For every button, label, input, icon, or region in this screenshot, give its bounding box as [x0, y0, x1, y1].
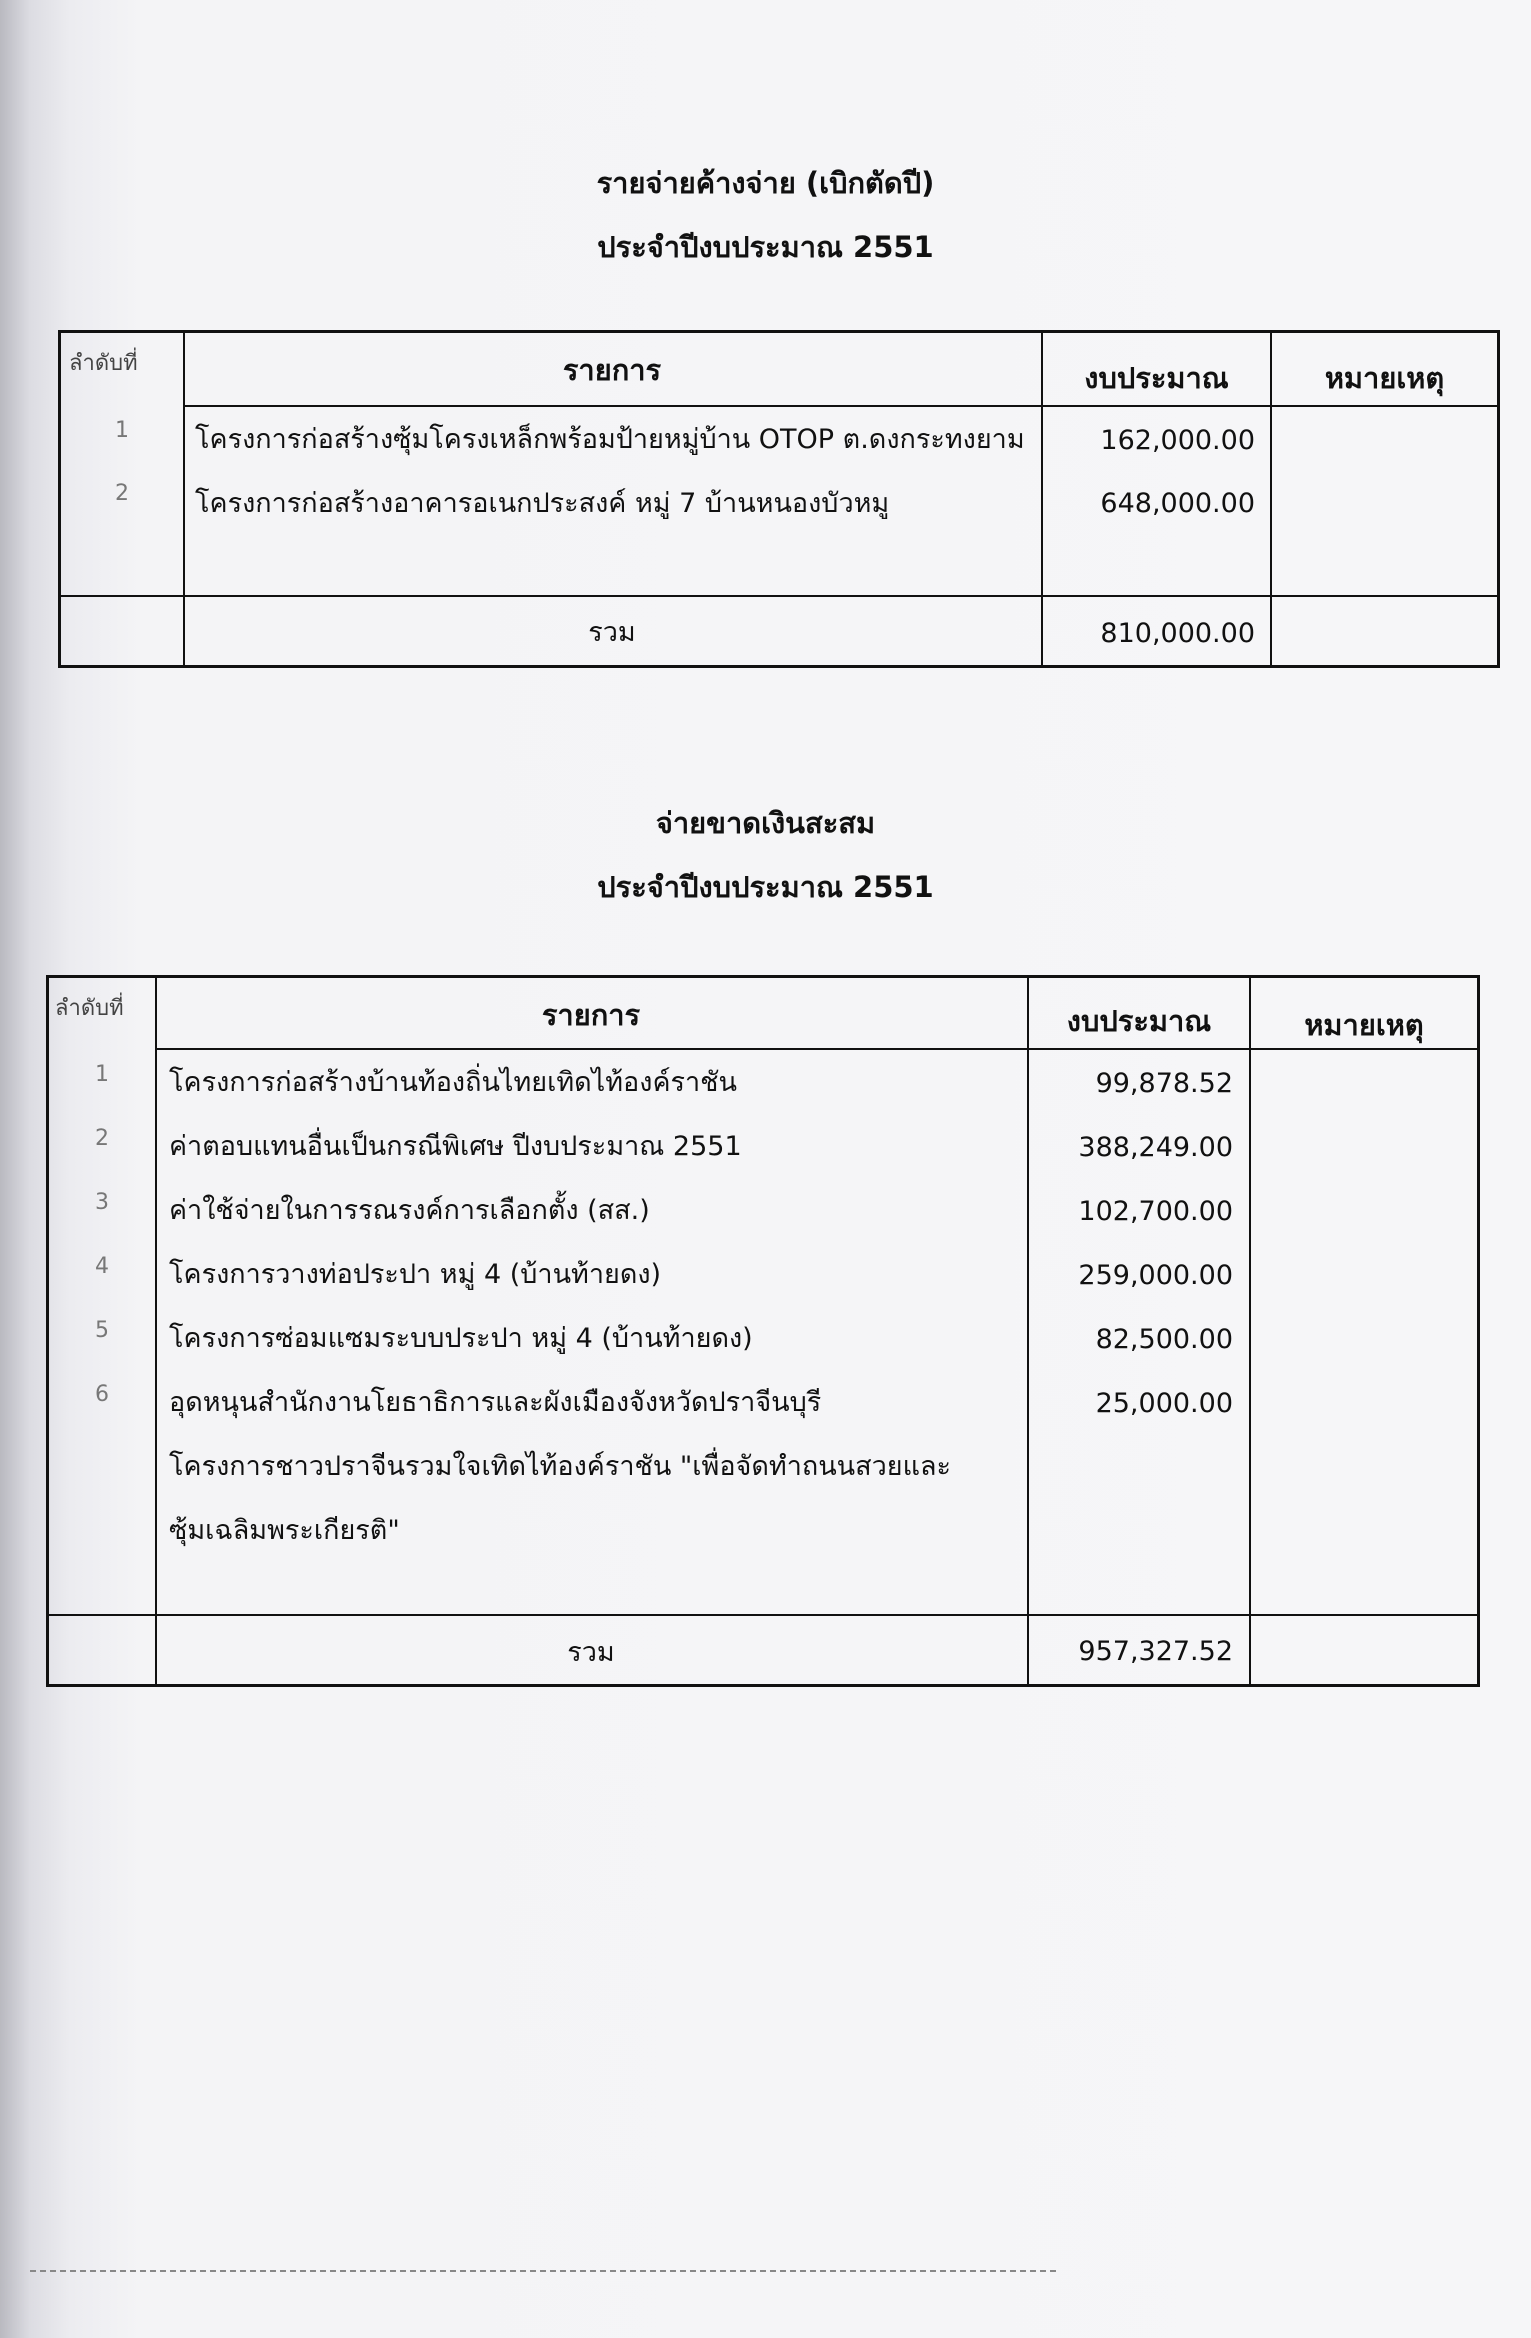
row-seq: 2 — [95, 1126, 109, 1151]
section1-title: รายจ่ายค้างจ่าย (เบิกตัดปี) — [596, 166, 935, 200]
row-seq: 4 — [95, 1254, 109, 1279]
row-budget: 99,878.52 — [1095, 1068, 1233, 1099]
header-item: รายการ — [541, 998, 641, 1032]
row-item: ค่าตอบแทนอื่นเป็นกรณีพิเศษ ปีงบประมาณ 2551 — [169, 1131, 742, 1162]
row-seq: 5 — [95, 1318, 109, 1343]
row-budget: 388,249.00 — [1078, 1132, 1233, 1163]
header-item: รายการ — [562, 353, 662, 387]
header-seq: ลำดับที่ — [55, 996, 124, 1021]
total-label: รวม — [567, 1637, 615, 1668]
row-budget: 162,000.00 — [1100, 425, 1255, 456]
row-item: โครงการก่อสร้างซุ้มโครงเหล็กพร้อมป้ายหมู่บ้าน OTOP ต.ดงกระทงยาม — [195, 424, 1025, 455]
total-label: รวม — [588, 617, 636, 648]
header-budget: งบประมาณ — [1066, 1004, 1212, 1038]
row-item: ค่าใช้จ่ายในการรณรงค์การเลือกตั้ง (สส.) — [169, 1195, 650, 1226]
header-note: หมายเหตุ — [1324, 361, 1445, 395]
page-bottom-rule — [30, 2270, 1060, 2272]
total-value: 810,000.00 — [1100, 618, 1255, 649]
row-item-continued: โครงการชาวปราจีนรวมใจเทิดไท้องค์ราชัน "เพื่อจัดทำถนนสวยและ — [169, 1451, 952, 1482]
section2-subtitle: ประจำปีงบประมาณ 2551 — [597, 870, 934, 904]
row-item: โครงการวางท่อประปา หมู่ 4 (บ้านท้ายดง) — [169, 1259, 662, 1290]
row-budget: 259,000.00 — [1078, 1260, 1233, 1291]
row-item-continued: ซุ้มเฉลิมพระเกียรติ" — [169, 1515, 400, 1546]
row-budget: 82,500.00 — [1095, 1324, 1233, 1355]
section1-table — [58, 330, 1500, 668]
section1-subtitle: ประจำปีงบประมาณ 2551 — [597, 230, 934, 264]
row-item: อุดหนุนสำนักงานโยธาธิการและผังเมืองจังหวัดปราจีนบุรี — [169, 1387, 822, 1418]
row-item: โครงการก่อสร้างอาคารอเนกประสงค์ หมู่ 7 บ้านหนองบัวหมู — [195, 488, 890, 519]
header-budget: งบประมาณ — [1084, 361, 1229, 395]
row-budget: 102,700.00 — [1078, 1196, 1233, 1227]
section2-table — [46, 975, 1480, 1687]
row-seq: 3 — [95, 1190, 109, 1215]
row-item: โครงการซ่อมแซมระบบประปา หมู่ 4 (บ้านท้ายดง) — [169, 1323, 753, 1354]
header-seq: ลำดับที่ — [69, 351, 138, 376]
row-item: โครงการก่อสร้างบ้านท้องถิ่นไทยเทิดไท้องค์ราชัน — [169, 1067, 737, 1098]
row-seq: 1 — [95, 1062, 109, 1087]
header-note: หมายเหตุ — [1304, 1008, 1424, 1042]
row-seq: 1 — [115, 418, 129, 443]
total-value: 957,327.52 — [1078, 1636, 1233, 1667]
row-budget: 25,000.00 — [1095, 1388, 1233, 1419]
row-budget: 648,000.00 — [1100, 488, 1255, 519]
row-seq: 6 — [95, 1382, 109, 1407]
row-seq: 2 — [115, 481, 129, 506]
section2-title: จ่ายขาดเงินสะสม — [655, 806, 876, 840]
